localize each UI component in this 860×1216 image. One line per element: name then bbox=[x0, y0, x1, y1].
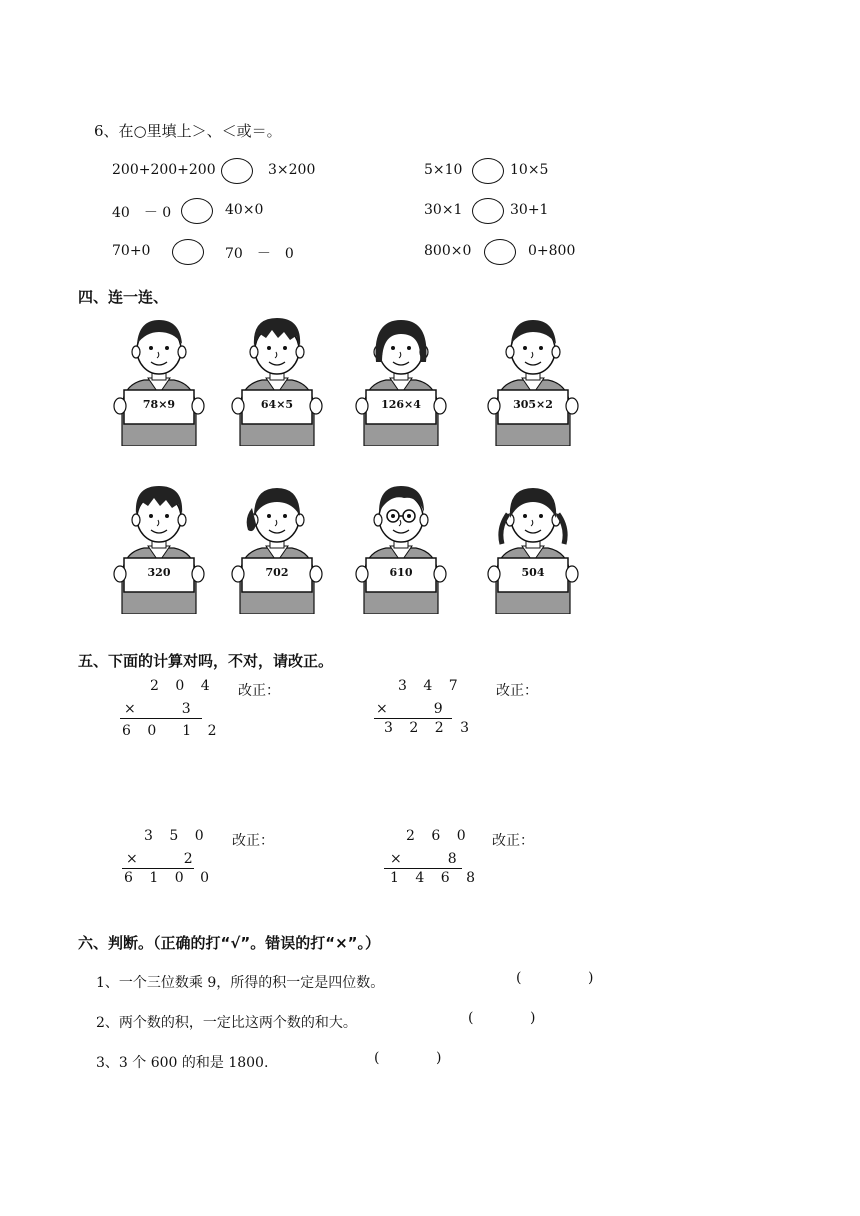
judge-item-1: 1、一个三位数乘 9，所得的积一定是四位数。 bbox=[96, 975, 385, 991]
calc-multiplier: × 2 bbox=[126, 851, 199, 867]
compare-circle[interactable] bbox=[172, 239, 204, 265]
compare-circle[interactable] bbox=[181, 198, 213, 224]
sign-expression: 610 bbox=[389, 566, 413, 579]
q6-row1-left-a: 200+200+200 bbox=[112, 162, 216, 178]
answer-paren-open: ( bbox=[468, 1010, 474, 1026]
answer-paren-close: ) bbox=[530, 1010, 536, 1026]
sign-expression: 78×9 bbox=[142, 398, 176, 411]
judge-item-2: 2、两个数的积，一定比这两个数的和大。 bbox=[96, 1015, 357, 1031]
section4-title: 四、连一连、 bbox=[78, 288, 169, 306]
calc-multiplicand: 3 5 0 bbox=[144, 828, 210, 844]
calc-multiplicand: 3 4 7 bbox=[398, 678, 464, 694]
section6-title: 六、判断。（正确的打“√”。错误的打“×”。） bbox=[78, 934, 381, 952]
kid-holding-sign[interactable] bbox=[478, 306, 588, 446]
q6-row3-right-b: 0+800 bbox=[528, 243, 576, 259]
kid-holding-sign[interactable] bbox=[346, 306, 456, 446]
calc-multiplicand: 2 0 4 bbox=[150, 678, 216, 694]
section5-title: 五、下面的计算对吗，不对，请改正。 bbox=[78, 652, 334, 670]
answer-paren-close: ) bbox=[588, 970, 594, 986]
q6-title: 6、在○里填上＞、＜或＝。 bbox=[94, 122, 282, 140]
answer-blank-1[interactable] bbox=[526, 966, 586, 990]
calc-rule bbox=[120, 718, 202, 719]
fix-label: 改正： bbox=[232, 833, 274, 849]
q6-row2-left-a: 40 － 0 bbox=[112, 205, 172, 221]
q6-row1-right-a: 5×10 bbox=[424, 162, 463, 178]
kid-holding-sign[interactable] bbox=[222, 474, 332, 614]
answer-paren-open: ( bbox=[516, 970, 522, 986]
calc-rule bbox=[374, 718, 452, 719]
answer-blank-2[interactable] bbox=[478, 1006, 528, 1030]
calc-result: 3 2 2 3 bbox=[384, 720, 475, 736]
kid-holding-sign[interactable] bbox=[104, 474, 214, 614]
q6-row1-right-b: 10×5 bbox=[510, 162, 549, 178]
calc-result: 6 0 1 2 bbox=[122, 723, 223, 739]
sign-expression: 320 bbox=[147, 566, 171, 579]
compare-circle[interactable] bbox=[472, 198, 504, 224]
q6-row2-left-b: 40×0 bbox=[225, 202, 264, 218]
answer-blank-3[interactable] bbox=[384, 1046, 434, 1070]
sign-expression: 305×2 bbox=[513, 398, 553, 411]
calc-result: 1 4 6 8 bbox=[390, 870, 481, 886]
q6-row3-right-a: 800×0 bbox=[424, 243, 472, 259]
fix-label: 改正： bbox=[238, 683, 280, 699]
compare-circle[interactable] bbox=[472, 158, 504, 184]
calc-multiplier: × 3 bbox=[124, 701, 197, 717]
q6-row2-right-a: 30×1 bbox=[424, 202, 463, 218]
compare-circle[interactable] bbox=[221, 158, 253, 184]
sign-expression: 64×5 bbox=[260, 398, 294, 411]
compare-circle[interactable] bbox=[484, 239, 516, 265]
calc-rule bbox=[122, 868, 194, 869]
q6-row3-left-a: 70+0 bbox=[112, 243, 151, 259]
kid-holding-sign[interactable] bbox=[104, 306, 214, 446]
kid-holding-sign[interactable] bbox=[222, 306, 332, 446]
judge-item-3: 3、3 个 600 的和是 1800. bbox=[96, 1055, 269, 1071]
sign-expression: 702 bbox=[265, 566, 289, 579]
calc-result: 6 1 0 0 bbox=[124, 870, 215, 886]
sign-expression: 504 bbox=[521, 566, 545, 579]
kid-holding-sign[interactable] bbox=[346, 474, 456, 614]
fix-label: 改正： bbox=[496, 683, 538, 699]
kid-holding-sign[interactable] bbox=[478, 474, 588, 614]
fix-label: 改正： bbox=[492, 833, 534, 849]
calc-rule bbox=[384, 868, 462, 869]
calc-multiplier: × 9 bbox=[376, 701, 449, 717]
sign-expression: 126×4 bbox=[381, 398, 421, 411]
answer-paren-close: ) bbox=[436, 1050, 442, 1066]
q6-row3-left-b: 70 － 0 bbox=[225, 246, 294, 262]
q6-row1-left-b: 3×200 bbox=[268, 162, 316, 178]
q6-row2-right-b: 30+1 bbox=[510, 202, 549, 218]
calc-multiplicand: 2 6 0 bbox=[406, 828, 472, 844]
calc-multiplier: × 8 bbox=[390, 851, 463, 867]
answer-paren-open: ( bbox=[374, 1050, 380, 1066]
